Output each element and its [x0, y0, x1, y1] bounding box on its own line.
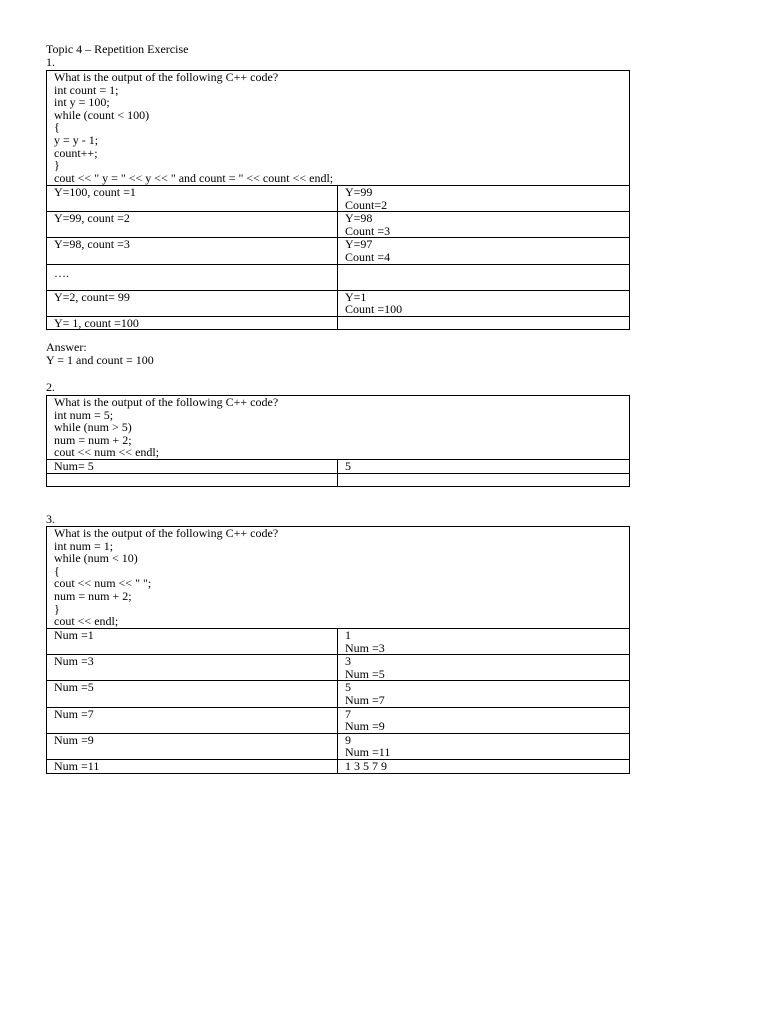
- q2-code-line: int num = 5;: [54, 407, 114, 422]
- q3-question: What is the output of the following C++ code?: [54, 526, 279, 540]
- trace-cell: Num =1: [47, 629, 338, 655]
- q1-code-line: }: [54, 158, 60, 173]
- trace-cell: Num =11: [47, 759, 338, 773]
- trace-result-cell: Y=1 Count =100: [338, 290, 630, 316]
- trace-cell: [47, 473, 338, 486]
- table-row: [47, 238, 630, 264]
- q1-code-line: {: [54, 120, 60, 135]
- q3-code-line: }: [54, 601, 60, 616]
- trace-cell: ….: [47, 264, 338, 290]
- q1-code-line: while (count < 100): [54, 107, 150, 122]
- q1-code-line: count++;: [54, 145, 98, 160]
- table-row: [47, 707, 630, 733]
- trace-cell: Y=2, count= 99: [47, 290, 338, 316]
- answer-text: Y = 1 and count = 100: [46, 353, 154, 367]
- table-row: [47, 264, 630, 290]
- q3-question-cell: [47, 527, 630, 629]
- trace-result-cell: 7 Num =9: [338, 707, 630, 733]
- q1-question: What is the output of the following C++ code?: [54, 70, 279, 84]
- answer-label: Answer:: [46, 340, 87, 354]
- table-row: [47, 759, 630, 773]
- trace-result-cell: Y=99 Count=2: [338, 186, 630, 212]
- q3-table: [46, 526, 630, 774]
- trace-result-cell: [338, 264, 630, 290]
- q2-question-cell: [47, 396, 630, 460]
- trace-result-cell: [338, 473, 630, 486]
- table-row: [47, 316, 630, 330]
- trace-cell: Y= 1, count =100: [47, 316, 338, 330]
- q3-number: 3.: [46, 512, 55, 526]
- q3-code-line: cout << endl;: [54, 614, 119, 629]
- table-row: [47, 733, 630, 759]
- trace-cell: Num =7: [47, 707, 338, 733]
- q2-table: [46, 395, 630, 487]
- table-row: [47, 629, 630, 655]
- trace-cell: Num =9: [47, 733, 338, 759]
- q1-number: 1.: [46, 55, 55, 69]
- q1-code-line: int count = 1;: [54, 82, 119, 97]
- trace-cell: Y=99, count =2: [47, 212, 338, 238]
- trace-result-cell: [338, 316, 630, 330]
- q2-question: What is the output of the following C++ code?: [54, 395, 279, 409]
- trace-cell: Y=98, count =3: [47, 238, 338, 264]
- q3-code-line: {: [54, 563, 60, 578]
- trace-result-cell: 1 Num =3: [338, 629, 630, 655]
- q1-question-cell: [47, 71, 630, 186]
- trace-result-cell: 5: [338, 460, 630, 474]
- trace-result-cell: 3 Num =5: [338, 655, 630, 681]
- q2-code-line: num = num + 2;: [54, 432, 132, 447]
- table-row: [47, 655, 630, 681]
- q1-code-line: cout << " y = " << y << " and count = " << count << endl;: [54, 170, 334, 185]
- table-row: [47, 290, 630, 316]
- table-row: [47, 460, 630, 474]
- trace-result-cell: Y=97 Count =4: [338, 238, 630, 264]
- trace-result-cell: 1 3 5 7 9: [338, 759, 630, 773]
- q3-code-line: int num = 1;: [54, 538, 114, 553]
- q1-code-line: y = y - 1;: [54, 132, 99, 147]
- q2-code-line: cout << num << endl;: [54, 445, 160, 460]
- q3-code-line: while (num < 10): [54, 551, 138, 566]
- trace-cell: Num =5: [47, 681, 338, 707]
- q2-code-line: while (num > 5): [54, 420, 132, 435]
- q1-code-line: int y = 100;: [54, 95, 110, 110]
- table-row: [47, 186, 630, 212]
- q1-table: [46, 70, 630, 330]
- trace-cell: Num= 5: [47, 460, 338, 474]
- table-row: [47, 473, 630, 486]
- q2-number: 2.: [46, 380, 55, 394]
- table-row: [47, 681, 630, 707]
- q3-code-line: num = num + 2;: [54, 588, 132, 603]
- trace-result-cell: 9 Num =11: [338, 733, 630, 759]
- trace-result-cell: 5 Num =7: [338, 681, 630, 707]
- trace-cell: Y=100, count =1: [47, 186, 338, 212]
- trace-result-cell: Y=98 Count =3: [338, 212, 630, 238]
- document-title: Topic 4 – Repetition Exercise: [46, 42, 189, 56]
- trace-cell: Num =3: [47, 655, 338, 681]
- q3-code-line: cout << num << " ";: [54, 576, 152, 591]
- table-row: [47, 212, 630, 238]
